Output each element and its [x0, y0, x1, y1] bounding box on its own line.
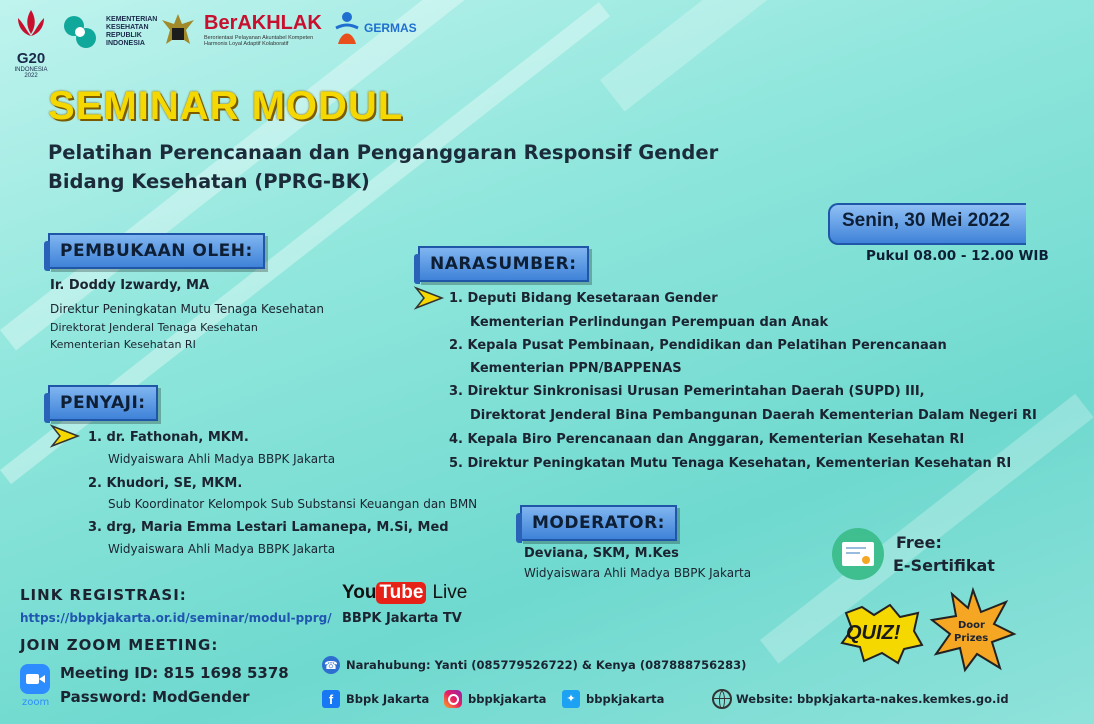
narasumber-line-1: 1. Deputi Bidang Kesetaraan Gender [449, 291, 718, 306]
page-title: SEMINAR MODUL [48, 84, 404, 128]
moderator-banner: MODERATOR: [520, 505, 677, 541]
narasumber-line-4: Kementerian PPN/BAPPENAS [470, 361, 682, 376]
twitter-handle[interactable]: bbpkjakarta [586, 692, 665, 706]
zoom-password[interactable]: Password: ModGender [60, 688, 250, 706]
germas-text: GERMAS [364, 21, 417, 35]
g20-year: 2022 [24, 73, 38, 79]
g20-emblem-icon [8, 6, 54, 46]
globe-icon [712, 689, 732, 709]
door-prize-text-1: Door [958, 620, 985, 631]
germas-emblem-icon [334, 10, 360, 46]
narasumber-line-2: Kementerian Perlindungan Perempuan dan Anak [470, 315, 829, 330]
berakhlak-text: BerAKHLAK [204, 12, 322, 34]
pembukaan-role-2: Direktorat Jenderal Tenaga Kesehatan [50, 321, 258, 334]
quiz-text: QUIZ! [846, 622, 901, 644]
subtitle-line-2: Bidang Kesehatan (PPRG-BK) [48, 170, 370, 193]
penyaji-3-name: 3. drg, Maria Emma Lestari Lamanepa, M.Si, Med [88, 520, 449, 535]
g20-text: G20 [16, 50, 46, 67]
facebook-icon: f [322, 690, 340, 708]
registrasi-link[interactable]: https://bbpkjakarta.or.id/seminar/modul-pprg/ [20, 611, 332, 625]
zoom-camera-icon [20, 664, 50, 694]
subtitle-line-1: Pelatihan Perencanaan dan Penganggaran Responsif Gender [48, 141, 719, 164]
penyaji-1-role: Widyaiswara Ahli Madya BBPK Jakarta [108, 452, 336, 466]
pembukaan-banner: PEMBUKAAN OLEH: [48, 233, 265, 269]
penyaji-2-name: 2. Khudori, SE, MKM. [88, 476, 243, 491]
arrow-pointer-icon [50, 424, 80, 448]
g20-logo [8, 6, 54, 80]
kemenkes-emblem-icon [60, 12, 100, 52]
narasumber-line-8: 5. Direktur Peningkatan Mutu Tenaga Kesehatan, Kementerian Kesehatan RI [449, 456, 1012, 471]
narasumber-line-3: 2. Kepala Pusat Pembinaan, Pendidikan dan Pelatihan Perencanaan [449, 338, 947, 353]
date-day: Senin, 30 Mei 2022 [842, 210, 1010, 231]
pembukaan-role-1: Direktur Peningkatan Mutu Tenaga Kesehatan [50, 302, 324, 316]
youtube-you: You [342, 582, 377, 603]
penyaji-1-name: 1. dr. Fathonah, MKM. [88, 430, 249, 445]
penyaji-2-role: Sub Koordinator Kelompok Sub Substansi Keuangan dan BMN [108, 497, 478, 511]
kemenkes-text-1: KEMENTERIAN [106, 16, 158, 23]
zoom-logo-text: zoom [22, 697, 50, 708]
youtube-channel[interactable]: BBPK Jakarta TV [342, 611, 462, 626]
bg-stripe [600, 0, 1019, 112]
certificate-icon [832, 528, 884, 580]
instagram-handle[interactable]: bbpkjakarta [468, 692, 547, 706]
narasumber-line-5: 3. Direktur Sinkronisasi Urusan Pemerintahan Daerah (SUPD) III, [449, 384, 925, 399]
zoom-meeting-id[interactable]: Meeting ID: 815 1698 5378 [60, 664, 289, 682]
pembukaan-role-3: Kementerian Kesehatan RI [50, 338, 196, 351]
berakhlak-sub-1: Berorientasi Pelayanan Akuntabel Kompeten [204, 35, 314, 41]
narasumber-line-7: 4. Kepala Biro Perencanaan dan Anggaran, Kementerian Kesehatan RI [449, 432, 965, 447]
narahubung-text: Narahubung: Yanti (085779526722) & Kenya (087888756283) [346, 658, 747, 672]
zoom-label: JOIN ZOOM MEETING: [20, 636, 219, 654]
instagram-icon [444, 690, 462, 708]
berakhlak-sub-2: Harmonis Loyal Adaptif Kolaboratif [204, 41, 289, 47]
berakhlak-logo [204, 12, 322, 47]
pembukaan-name: Ir. Doddy Izwardy, MA [50, 278, 210, 293]
garuda-emblem-icon [160, 10, 196, 50]
sertifikat-line-1: Free: [896, 533, 942, 552]
kemenkes-text-4: INDONESIA [106, 40, 145, 47]
youtube-tube: Tube [376, 582, 426, 604]
facebook-handle[interactable]: Bbpk Jakarta [346, 692, 430, 706]
website-text[interactable]: Website: bbpkjakarta-nakes.kemkes.go.id [736, 692, 1009, 706]
penyaji-banner: PENYAJI: [48, 385, 158, 421]
registrasi-label: LINK REGISTRASI: [20, 586, 187, 604]
phone-icon: ☎ [322, 656, 340, 674]
narasumber-banner: NARASUMBER: [418, 246, 589, 282]
door-prize-text-2: Prizes [954, 633, 989, 644]
twitter-icon: ✦ [562, 690, 580, 708]
kemenkes-text-2: KESEHATAN [106, 24, 149, 31]
date-time: Pukul 08.00 - 12.00 WIB [866, 248, 1049, 264]
moderator-role: Widyaiswara Ahli Madya BBPK Jakarta [524, 566, 752, 580]
kemenkes-text-3: REPUBLIK [106, 32, 142, 39]
date-badge [828, 203, 1026, 245]
narasumber-line-6: Direktorat Jenderal Bina Pembangunan Daerah Kementerian Dalam Negeri RI [470, 408, 1037, 423]
kemenkes-logo [60, 12, 157, 52]
germas-logo [334, 10, 417, 46]
sertifikat-line-2: E-Sertifikat [893, 556, 995, 575]
g20-subtext: INDONESIA [14, 67, 48, 73]
moderator-name: Deviana, SKM, M.Kes [524, 546, 679, 561]
arrow-pointer-icon [414, 286, 444, 310]
youtube-live: Live [432, 582, 468, 603]
youtube-logo [342, 582, 467, 604]
penyaji-3-role: Widyaiswara Ahli Madya BBPK Jakarta [108, 542, 336, 556]
